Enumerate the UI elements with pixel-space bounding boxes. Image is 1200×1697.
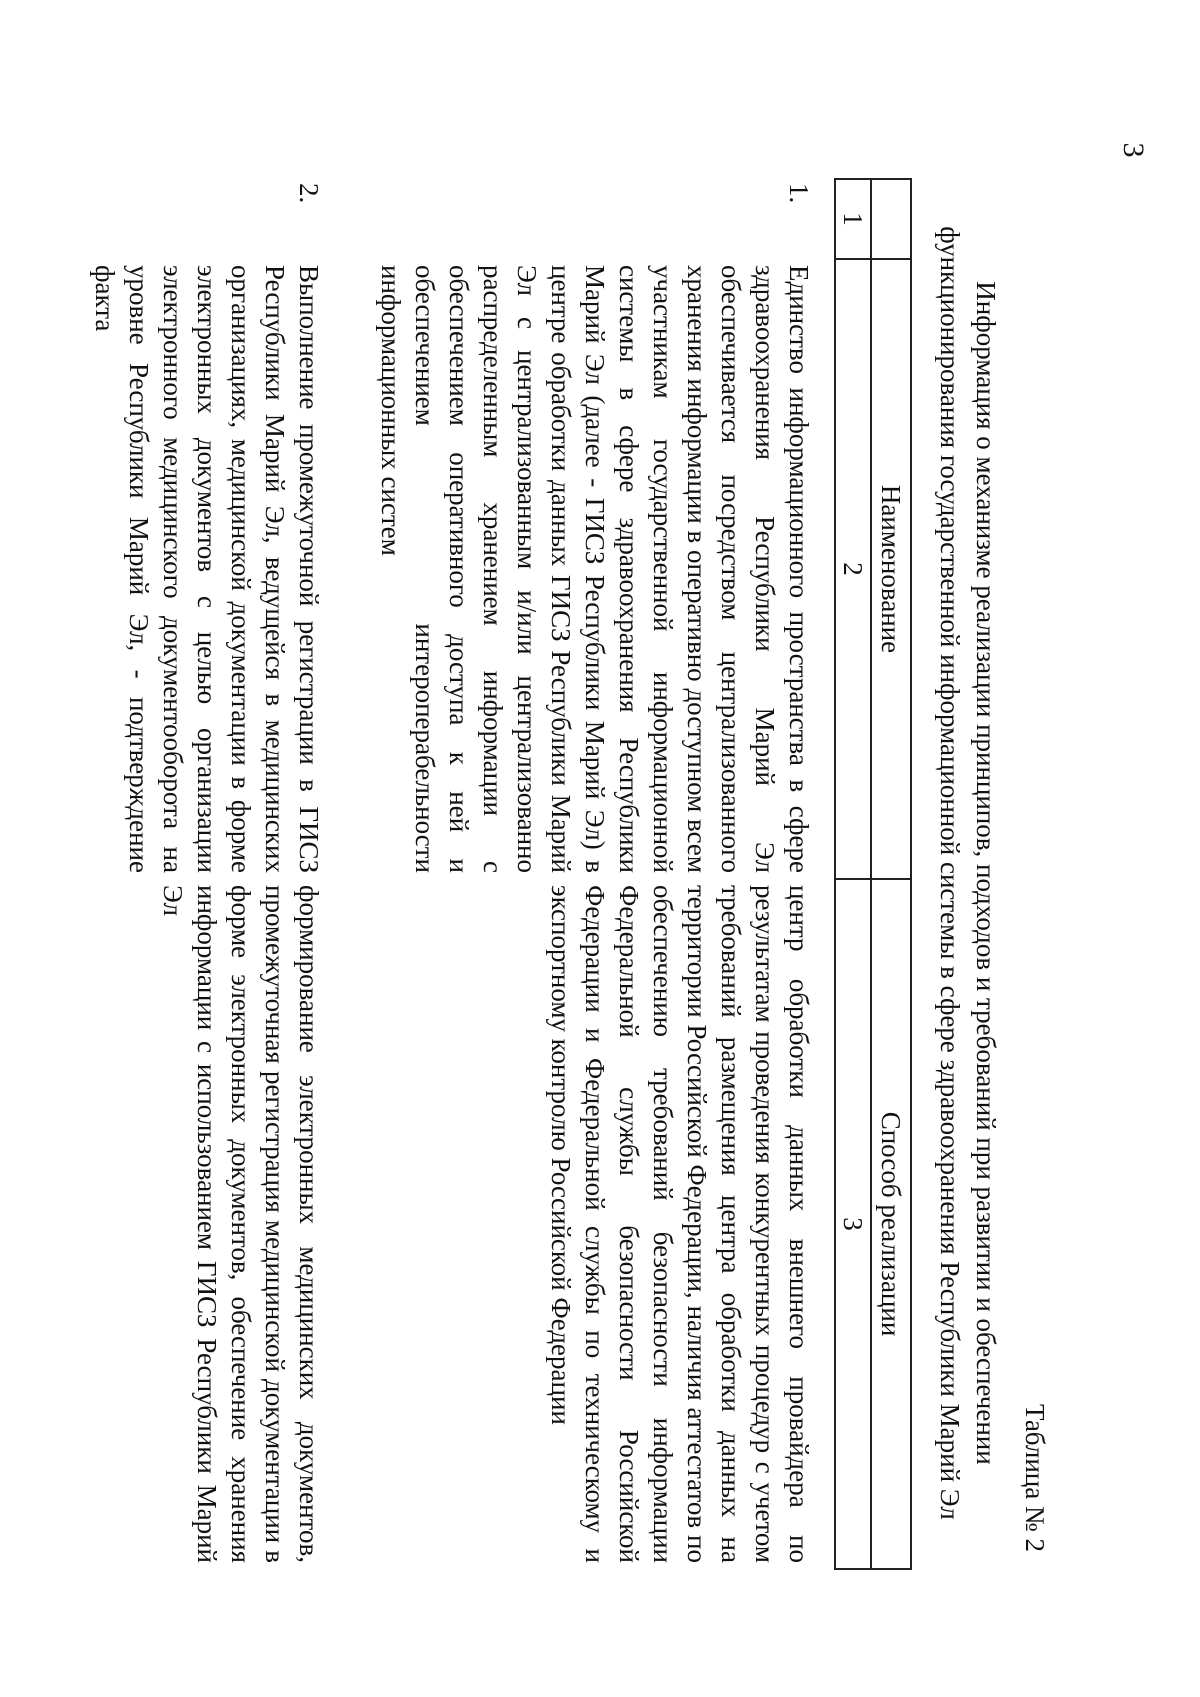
row-name-cell: Единство информационного пространства в сфере здравоохранения Республики Марий Эл обеспечивается посредством централизованного хранения информации в оперативно доступном всем участникам государственной информационной системы в сфере здравоохранения Республики Марий Эл (далее - ГИСЗ Республики Марий Эл) в центре обработки данных ГИСЗ Республики Марий Эл с централизованным и/или централизованно распределенным хранением информации с обеспечением оперативного доступа к ней и обеспечением интероперабельности информационных систем <box>376 265 814 873</box>
table-row <box>356 179 835 1569</box>
row-number: 2. <box>294 183 324 204</box>
mechanism-table <box>70 178 912 1570</box>
row-method-cell: формирование электронных медицинских документов, промежуточная регистрация медицинской документации в форме электронных документов, обеспечение хранения информации с использованием ГИСЗ Республики Марий Эл <box>158 885 324 1563</box>
table-column-number-row <box>835 179 871 1569</box>
column-number-1: 1 <box>835 179 871 259</box>
rotated-sheet <box>90 178 1052 1568</box>
header-col-method: Способ реализации <box>871 879 911 1569</box>
table-row <box>70 179 356 1569</box>
page-number: 3 <box>1117 142 1150 158</box>
document-title <box>932 178 1004 1568</box>
column-number-3: 3 <box>835 879 871 1569</box>
header-col-1 <box>871 179 911 259</box>
document-title-line-1: Информация о механизме реализации принципов, подходов и требований при развитии и обеспечении <box>971 281 1001 1465</box>
header-col-name: Наименование <box>871 259 911 879</box>
row-method-cell: центр обработки данных внешнего провайдера по результатам проведения конкурентных процедур с учетом требований размещения центра обработки данных на территории Российской Федерации, наличия аттестатов по обеспечению требований безопасности информации Федеральной службы безопасности Российской Федерации и Федеральной службы по техническому и экспортному контролю Российской Федерации <box>546 885 814 1563</box>
table-label: Таблица № 2 <box>1020 1404 1050 1552</box>
row-number: 1. <box>784 183 814 204</box>
row-name-cell: Выполнение промежуточной регистрации в ГИСЗ Республики Марий Эл, ведущейся в медицинских организациях, медицинской документации в форме электронных документов с целью организации электронного медицинского документооборота на уровне Республики Марий Эл, - подтверждение факта <box>90 265 324 873</box>
table-header-row <box>871 179 911 1569</box>
document-title-line-2: функционирования государственной информационной системы в сфере здравоохранения Республики Марий Эл <box>935 226 965 1520</box>
column-number-2: 2 <box>835 259 871 879</box>
